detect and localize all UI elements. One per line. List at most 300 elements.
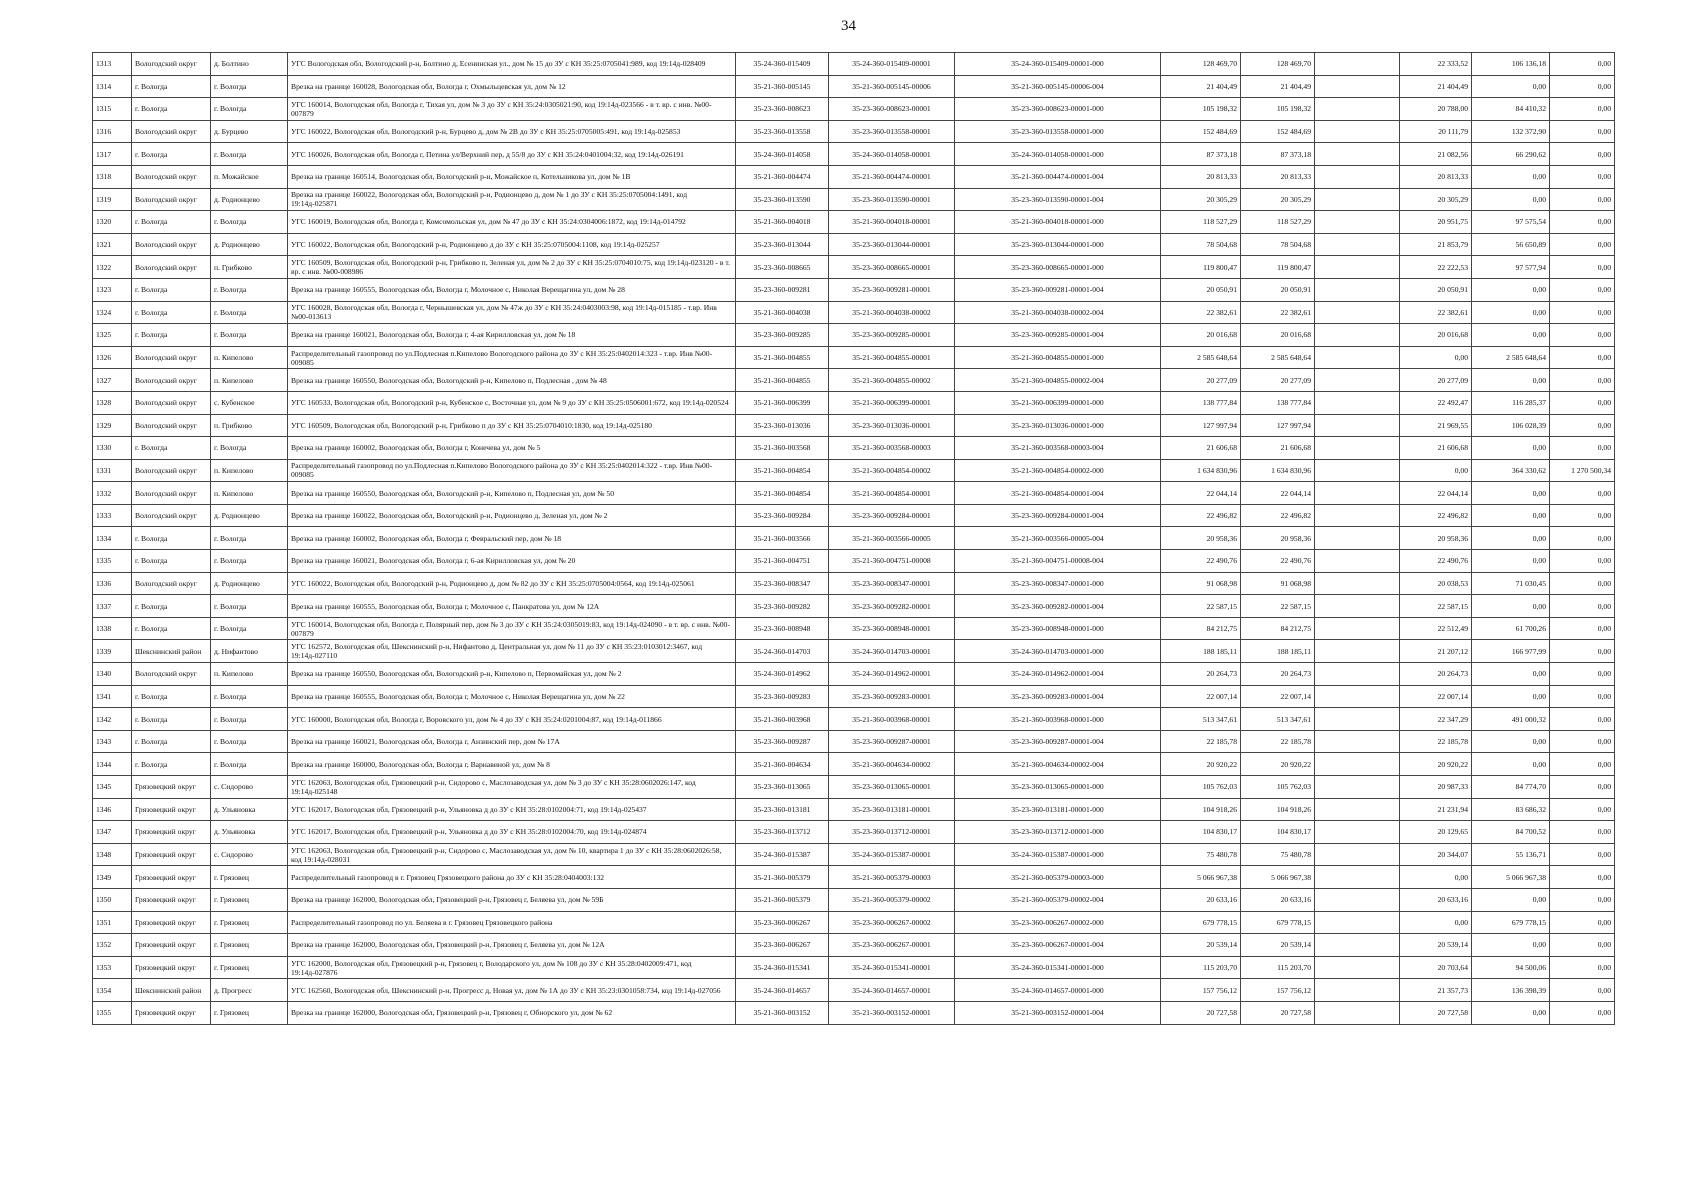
cell-total-cost: 22 185,78 [1161, 730, 1241, 753]
cell-cost-value: 22 382,61 [1241, 301, 1315, 324]
cell-empty-column [1315, 120, 1400, 143]
cell-object-description: УГС Вологодская обл, Вологодский р-н, Болтино д, Есенинская ул., дом № 15 до ЗУ с КН 35:25:0705041:989, код 19:14д-028409 [288, 53, 736, 76]
cell-amount-3: 0,00 [1550, 730, 1615, 753]
cell-settlement: г. Вологда [211, 527, 288, 550]
cell-total-cost: 104 918,26 [1161, 798, 1241, 821]
cell-amount-2: 0,00 [1472, 278, 1550, 301]
table-row [93, 843, 1615, 866]
cell-amount-1: 20 277,09 [1400, 369, 1472, 392]
cell-subobject-code: 35-23-360-013558-00001-000 [955, 120, 1161, 143]
cell-empty-column [1315, 324, 1400, 347]
cell-object-description: УГС 162572, Вологодская обл, Шекснинский р-н, Нифантово д, Центральная ул, дом № 11 до ЗУ с КН 35:23:0103012:3467, код 19:14д-027110 [288, 640, 736, 663]
table-row [93, 821, 1615, 844]
cell-object-description: Врезка на границе 162000, Вологодская обл, Грязовецкий р-н, Грязовец г, Беляева ул, дом № 12А [288, 934, 736, 957]
cell-amount-3: 0,00 [1550, 482, 1615, 505]
cell-cost-value: 105 198,32 [1241, 98, 1315, 121]
cell-total-cost: 105 762,03 [1161, 776, 1241, 799]
cell-row-number: 1316 [93, 120, 132, 143]
cell-district: Вологодский округ [132, 369, 211, 392]
cell-subobject-code: 35-21-360-005145-00006-004 [955, 75, 1161, 98]
cell-total-cost: 20 633,16 [1161, 888, 1241, 911]
cell-empty-column [1315, 663, 1400, 686]
cell-empty-column [1315, 165, 1400, 188]
cell-empty-column [1315, 482, 1400, 505]
cell-empty-column [1315, 911, 1400, 934]
cell-settlement: д. Ульяновка [211, 821, 288, 844]
cell-amount-1: 21 969,55 [1400, 414, 1472, 437]
cell-subobject-code: 35-21-360-004038-00002-004 [955, 301, 1161, 324]
table-row [93, 1001, 1615, 1024]
cell-inventory-code: 35-21-360-004751 [736, 550, 829, 573]
cell-subobject-code: 35-23-360-009285-00001-004 [955, 324, 1161, 347]
cell-object-description: Врезка на границе 160000, Вологодская обл, Вологда г, Варнавиной ул, дом № 8 [288, 753, 736, 776]
cell-object-description: Распределительный газопровод по ул. Беляева в г. Грязовец Грязовецкого района [288, 911, 736, 934]
cell-district: г. Вологда [132, 278, 211, 301]
cell-district: г. Вологда [132, 211, 211, 234]
cell-subobject-code: 35-24-360-015341-00001-000 [955, 956, 1161, 979]
cell-empty-column [1315, 934, 1400, 957]
cell-settlement: д. Родионцево [211, 188, 288, 211]
cell-district: г. Вологда [132, 527, 211, 550]
cell-row-number: 1328 [93, 391, 132, 414]
cell-object-description: УГС 160022, Вологодская обл, Вологодский р-н, Бурцево д, дом № 2В до ЗУ с КН 35:25:0705005:491, код 19:14д-025853 [288, 120, 736, 143]
cell-object-code: 35-21-360-004854-00001 [829, 482, 955, 505]
cell-cost-value: 22 587,15 [1241, 595, 1315, 618]
cell-object-code: 35-24-360-014703-00001 [829, 640, 955, 663]
cell-inventory-code: 35-21-360-004634 [736, 753, 829, 776]
cell-cost-value: 78 504,68 [1241, 233, 1315, 256]
cell-district: Вологодский округ [132, 53, 211, 76]
cell-object-code: 35-23-360-009281-00001 [829, 278, 955, 301]
cell-settlement: д. Родионцево [211, 504, 288, 527]
cell-amount-2: 84 410,32 [1472, 98, 1550, 121]
cell-subobject-code: 35-23-360-006267-00001-004 [955, 934, 1161, 957]
cell-district: г. Вологда [132, 730, 211, 753]
cell-district: Грязовецкий округ [132, 934, 211, 957]
cell-row-number: 1321 [93, 233, 132, 256]
table-row [93, 165, 1615, 188]
cell-settlement: г. Вологда [211, 301, 288, 324]
table-row [93, 776, 1615, 799]
cell-subobject-code: 35-21-360-004018-00001-000 [955, 211, 1161, 234]
cell-amount-3: 0,00 [1550, 708, 1615, 731]
cell-settlement: г. Вологда [211, 708, 288, 731]
cell-settlement: д. Ульяновка [211, 798, 288, 821]
cell-amount-1: 22 185,78 [1400, 730, 1472, 753]
cell-settlement: г. Грязовец [211, 956, 288, 979]
cell-amount-3: 0,00 [1550, 527, 1615, 550]
cell-subobject-code: 35-23-360-013044-00001-000 [955, 233, 1161, 256]
cell-district: г. Вологда [132, 617, 211, 640]
cell-district: Шекснинский район [132, 640, 211, 663]
cell-cost-value: 21 606,68 [1241, 437, 1315, 460]
cell-district: Вологодский округ [132, 346, 211, 369]
cell-object-code: 35-23-360-008948-00001 [829, 617, 955, 640]
cell-amount-3: 0,00 [1550, 188, 1615, 211]
cell-cost-value: 152 484,69 [1241, 120, 1315, 143]
cell-subobject-code: 35-21-360-005379-00003-000 [955, 866, 1161, 889]
cell-object-description: УГС 160028, Вологодская обл, Вологда г, Чернышевская ул, дом № 47ж до ЗУ с КН 35:24:0403003:98, код 19:14д-015185 - т.вр. Инв №00-013613 [288, 301, 736, 324]
cell-inventory-code: 35-21-360-003152 [736, 1001, 829, 1024]
cell-row-number: 1331 [93, 459, 132, 482]
cell-amount-1: 20 264,73 [1400, 663, 1472, 686]
cell-object-code: 35-21-360-005379-00003 [829, 866, 955, 889]
cell-object-code: 35-24-360-015341-00001 [829, 956, 955, 979]
cell-amount-2: 0,00 [1472, 75, 1550, 98]
cell-amount-2: 116 285,37 [1472, 391, 1550, 414]
cell-object-code: 35-21-360-003568-00003 [829, 437, 955, 460]
cell-amount-1: 0,00 [1400, 346, 1472, 369]
cell-empty-column [1315, 504, 1400, 527]
table-row [93, 550, 1615, 573]
cell-total-cost: 22 382,61 [1161, 301, 1241, 324]
cell-empty-column [1315, 776, 1400, 799]
cell-amount-1: 20 016,68 [1400, 324, 1472, 347]
cell-object-code: 35-23-360-009285-00001 [829, 324, 955, 347]
cell-object-code: 35-24-360-015409-00001 [829, 53, 955, 76]
table-row [93, 98, 1615, 121]
table-row [93, 143, 1615, 166]
table-row [93, 663, 1615, 686]
cell-amount-2: 0,00 [1472, 188, 1550, 211]
cell-amount-2: 0,00 [1472, 165, 1550, 188]
cell-object-code: 35-21-360-004854-00002 [829, 459, 955, 482]
cell-amount-1: 22 382,61 [1400, 301, 1472, 324]
cell-amount-3: 0,00 [1550, 53, 1615, 76]
cell-subobject-code: 35-21-360-004474-00001-004 [955, 165, 1161, 188]
cell-amount-3: 0,00 [1550, 98, 1615, 121]
cell-object-code: 35-23-360-013065-00001 [829, 776, 955, 799]
cell-district: г. Вологда [132, 753, 211, 776]
cell-subobject-code: 35-23-360-008623-00001-000 [955, 98, 1161, 121]
cell-object-description: УГС 160022, Вологодская обл, Вологодский р-н, Родионцево д до ЗУ с КН 35:25:0705004:1108, код 19:14д-025257 [288, 233, 736, 256]
table-row [93, 572, 1615, 595]
cell-amount-3: 0,00 [1550, 956, 1615, 979]
cell-inventory-code: 35-23-360-009284 [736, 504, 829, 527]
cell-settlement: г. Вологда [211, 211, 288, 234]
cell-amount-2: 94 500,06 [1472, 956, 1550, 979]
cell-cost-value: 22 490,76 [1241, 550, 1315, 573]
cell-subobject-code: 35-21-360-005379-00002-004 [955, 888, 1161, 911]
cell-object-description: Врезка на границе 160002, Вологодская обл, Вологда г, Конечева ул, дом № 5 [288, 437, 736, 460]
cell-cost-value: 84 212,75 [1241, 617, 1315, 640]
cell-amount-1: 21 231,94 [1400, 798, 1472, 821]
cell-inventory-code: 35-21-360-004474 [736, 165, 829, 188]
cell-total-cost: 128 469,70 [1161, 53, 1241, 76]
cell-row-number: 1345 [93, 776, 132, 799]
cell-amount-3: 0,00 [1550, 211, 1615, 234]
cell-total-cost: 78 504,68 [1161, 233, 1241, 256]
cell-cost-value: 188 185,11 [1241, 640, 1315, 663]
cell-object-code: 35-23-360-008347-00001 [829, 572, 955, 595]
cell-inventory-code: 35-23-360-009283 [736, 685, 829, 708]
cell-settlement: г. Вологда [211, 753, 288, 776]
cell-object-description: Врезка на границе 160022, Вологодская обл, Вологодский р-н, Родионцево д, дом № 1 до ЗУ с КН 35:25:0705004:1491, код 19:14д-025871 [288, 188, 736, 211]
cell-empty-column [1315, 233, 1400, 256]
cell-object-description: Врезка на границе 160555, Вологодская обл, Вологда г, Молочное с, Николая Верещагина ул, дом № 22 [288, 685, 736, 708]
cell-amount-3: 0,00 [1550, 911, 1615, 934]
cell-subobject-code: 35-23-360-013065-00001-000 [955, 776, 1161, 799]
cell-inventory-code: 35-23-360-009287 [736, 730, 829, 753]
cell-inventory-code: 35-23-360-013712 [736, 821, 829, 844]
cell-settlement: д. Бурцево [211, 120, 288, 143]
table-row [93, 391, 1615, 414]
cell-empty-column [1315, 391, 1400, 414]
cell-inventory-code: 35-23-360-009281 [736, 278, 829, 301]
cell-amount-3: 0,00 [1550, 821, 1615, 844]
cell-inventory-code: 35-21-360-003968 [736, 708, 829, 731]
cell-settlement: д. Прогресс [211, 979, 288, 1002]
cell-total-cost: 22 490,76 [1161, 550, 1241, 573]
cell-object-code: 35-23-360-013590-00001 [829, 188, 955, 211]
cell-object-code: 35-23-360-009283-00001 [829, 685, 955, 708]
cell-amount-1: 20 987,33 [1400, 776, 1472, 799]
cell-object-code: 35-21-360-005379-00002 [829, 888, 955, 911]
cell-subobject-code: 35-24-360-014703-00001-000 [955, 640, 1161, 663]
cell-object-description: Врезка на границе 162000, Вологодская обл, Грязовецкий р-н, Грязовец г, Обнорского ул, дом № 62 [288, 1001, 736, 1024]
cell-cost-value: 75 480,78 [1241, 843, 1315, 866]
cell-amount-2: 0,00 [1472, 369, 1550, 392]
cell-amount-3: 0,00 [1550, 685, 1615, 708]
cell-total-cost: 104 830,17 [1161, 821, 1241, 844]
cell-object-description: Врезка на границе 160021, Вологодская обл, Вологда г, 6-ая Кирилловская ул, дом № 20 [288, 550, 736, 573]
cell-settlement: г. Грязовец [211, 1001, 288, 1024]
cell-row-number: 1333 [93, 504, 132, 527]
cell-subobject-code: 35-21-360-003152-00001-004 [955, 1001, 1161, 1024]
cell-empty-column [1315, 866, 1400, 889]
cell-row-number: 1324 [93, 301, 132, 324]
cell-object-description: УГС 160014, Вологодская обл, Вологда г, Полярный пер, дом № 3 до ЗУ с КН 35:24:0305019:83, код 19:14д-024090 - в т. вр. с инв. №00-007879 [288, 617, 736, 640]
cell-cost-value: 127 997,94 [1241, 414, 1315, 437]
cell-empty-column [1315, 75, 1400, 98]
cell-inventory-code: 35-21-360-004854 [736, 482, 829, 505]
cell-object-code: 35-24-360-014962-00001 [829, 663, 955, 686]
cell-amount-3: 0,00 [1550, 324, 1615, 347]
cell-empty-column [1315, 278, 1400, 301]
cell-amount-2: 5 066 967,38 [1472, 866, 1550, 889]
cell-row-number: 1346 [93, 798, 132, 821]
cell-empty-column [1315, 369, 1400, 392]
cell-settlement: г. Вологда [211, 75, 288, 98]
cell-subobject-code: 35-21-360-003968-00001-000 [955, 708, 1161, 731]
cell-cost-value: 20 539,14 [1241, 934, 1315, 957]
cell-cost-value: 118 527,29 [1241, 211, 1315, 234]
cell-settlement: г. Вологда [211, 437, 288, 460]
cell-inventory-code: 35-21-360-003566 [736, 527, 829, 550]
cell-inventory-code: 35-21-360-003568 [736, 437, 829, 460]
cell-inventory-code: 35-21-360-004018 [736, 211, 829, 234]
cell-settlement: г. Грязовец [211, 888, 288, 911]
table-row [93, 798, 1615, 821]
cell-district: г. Вологда [132, 143, 211, 166]
cell-inventory-code: 35-21-360-005145 [736, 75, 829, 98]
cell-cost-value: 20 727,58 [1241, 1001, 1315, 1024]
registry-table-body [93, 53, 1615, 1025]
table-row [93, 233, 1615, 256]
cell-total-cost: 152 484,69 [1161, 120, 1241, 143]
cell-total-cost: 21 404,49 [1161, 75, 1241, 98]
cell-amount-3: 0,00 [1550, 550, 1615, 573]
cell-settlement: с. Сидорово [211, 776, 288, 799]
cell-object-description: УГС 160014, Вологодская обл, Вологда г, Тихая ул, дом № 3 до ЗУ с КН 35:24:0305021:90, код 19:14д-023566 - в т. вр. с инв. №00-007879 [288, 98, 736, 121]
cell-amount-3: 0,00 [1550, 233, 1615, 256]
cell-district: г. Вологда [132, 595, 211, 618]
cell-total-cost: 118 527,29 [1161, 211, 1241, 234]
cell-cost-value: 2 585 648,64 [1241, 346, 1315, 369]
cell-total-cost: 138 777,84 [1161, 391, 1241, 414]
cell-row-number: 1319 [93, 188, 132, 211]
cell-amount-1: 20 958,36 [1400, 527, 1472, 550]
cell-total-cost: 22 044,14 [1161, 482, 1241, 505]
cell-amount-1: 0,00 [1400, 459, 1472, 482]
cell-settlement: п. Кипелово [211, 459, 288, 482]
cell-settlement: г. Вологда [211, 143, 288, 166]
cell-total-cost: 20 958,36 [1161, 527, 1241, 550]
cell-subobject-code: 35-24-360-015387-00001-000 [955, 843, 1161, 866]
cell-object-code: 35-21-360-004634-00002 [829, 753, 955, 776]
cell-district: Вологодский округ [132, 459, 211, 482]
cell-subobject-code: 35-21-360-004751-00008-004 [955, 550, 1161, 573]
cell-amount-2: 97 577,94 [1472, 256, 1550, 279]
cell-amount-3: 0,00 [1550, 798, 1615, 821]
cell-inventory-code: 35-23-360-008948 [736, 617, 829, 640]
cell-empty-column [1315, 979, 1400, 1002]
cell-cost-value: 138 777,84 [1241, 391, 1315, 414]
cell-object-code: 35-23-360-009282-00001 [829, 595, 955, 618]
cell-amount-1: 20 539,14 [1400, 934, 1472, 957]
cell-empty-column [1315, 437, 1400, 460]
cell-empty-column [1315, 753, 1400, 776]
cell-amount-2: 56 650,89 [1472, 233, 1550, 256]
cell-inventory-code: 35-23-360-013590 [736, 188, 829, 211]
cell-amount-1: 21 606,68 [1400, 437, 1472, 460]
cell-object-description: Врезка на границе 160555, Вологодская обл, Вологда г, Молочное с, Панкратова ул, дом № 12А [288, 595, 736, 618]
cell-district: Вологодский округ [132, 414, 211, 437]
cell-amount-1: 20 920,22 [1400, 753, 1472, 776]
cell-subobject-code: 35-24-360-014962-00001-004 [955, 663, 1161, 686]
cell-total-cost: 87 373,18 [1161, 143, 1241, 166]
cell-amount-1: 20 951,75 [1400, 211, 1472, 234]
cell-district: Шекснинский район [132, 979, 211, 1002]
cell-total-cost: 105 198,32 [1161, 98, 1241, 121]
cell-object-code: 35-24-360-014657-00001 [829, 979, 955, 1002]
cell-settlement: п. Кипелово [211, 346, 288, 369]
cell-amount-2: 0,00 [1472, 550, 1550, 573]
cell-amount-3: 0,00 [1550, 165, 1615, 188]
cell-row-number: 1330 [93, 437, 132, 460]
cell-district: г. Вологда [132, 75, 211, 98]
cell-inventory-code: 35-24-360-014962 [736, 663, 829, 686]
cell-total-cost: 22 496,82 [1161, 504, 1241, 527]
cell-total-cost: 119 800,47 [1161, 256, 1241, 279]
cell-district: Вологодский округ [132, 256, 211, 279]
cell-amount-3: 0,00 [1550, 256, 1615, 279]
cell-amount-2: 84 700,52 [1472, 821, 1550, 844]
cell-empty-column [1315, 798, 1400, 821]
cell-amount-2: 0,00 [1472, 1001, 1550, 1024]
cell-settlement: д. Родионцево [211, 233, 288, 256]
cell-amount-2: 61 700,26 [1472, 617, 1550, 640]
table-row [93, 211, 1615, 234]
cell-district: г. Вологда [132, 685, 211, 708]
table-row [93, 911, 1615, 934]
cell-empty-column [1315, 888, 1400, 911]
cell-empty-column [1315, 188, 1400, 211]
cell-cost-value: 513 347,61 [1241, 708, 1315, 731]
cell-settlement: п. Кипелово [211, 482, 288, 505]
table-row [93, 120, 1615, 143]
cell-object-code: 35-21-360-005145-00006 [829, 75, 955, 98]
cell-inventory-code: 35-24-360-014058 [736, 143, 829, 166]
cell-total-cost: 20 264,73 [1161, 663, 1241, 686]
cell-amount-2: 71 030,45 [1472, 572, 1550, 595]
cell-amount-2: 0,00 [1472, 753, 1550, 776]
cell-cost-value: 1 634 830,96 [1241, 459, 1315, 482]
cell-inventory-code: 35-23-360-006267 [736, 911, 829, 934]
cell-object-code: 35-21-360-003152-00001 [829, 1001, 955, 1024]
cell-cost-value: 20 920,22 [1241, 753, 1315, 776]
cell-row-number: 1338 [93, 617, 132, 640]
cell-object-description: УГС 160509, Вологодская обл, Вологодский р-н, Грибково п до ЗУ с КН 35:25:0704010:1830, код 19:14д-025180 [288, 414, 736, 437]
cell-amount-2: 136 398,39 [1472, 979, 1550, 1002]
cell-total-cost: 91 068,98 [1161, 572, 1241, 595]
cell-row-number: 1354 [93, 979, 132, 1002]
cell-empty-column [1315, 53, 1400, 76]
cell-total-cost: 22 587,15 [1161, 595, 1241, 618]
cell-settlement: г. Вологда [211, 98, 288, 121]
cell-subobject-code: 35-23-360-006267-00002-000 [955, 911, 1161, 934]
cell-amount-2: 0,00 [1472, 934, 1550, 957]
cell-district: Вологодский округ [132, 165, 211, 188]
cell-object-code: 35-23-360-013712-00001 [829, 821, 955, 844]
cell-total-cost: 75 480,78 [1161, 843, 1241, 866]
cell-total-cost: 157 756,12 [1161, 979, 1241, 1002]
cell-cost-value: 104 918,26 [1241, 798, 1315, 821]
cell-object-code: 35-23-360-013181-00001 [829, 798, 955, 821]
cell-amount-1: 22 044,14 [1400, 482, 1472, 505]
cell-district: Вологодский округ [132, 233, 211, 256]
cell-cost-value: 20 277,09 [1241, 369, 1315, 392]
cell-amount-2: 679 778,15 [1472, 911, 1550, 934]
cell-amount-3: 0,00 [1550, 437, 1615, 460]
cell-total-cost: 20 539,14 [1161, 934, 1241, 957]
cell-amount-3: 0,00 [1550, 776, 1615, 799]
cell-inventory-code: 35-23-360-008665 [736, 256, 829, 279]
cell-amount-1: 21 082,56 [1400, 143, 1472, 166]
cell-empty-column [1315, 572, 1400, 595]
cell-subobject-code: 35-24-360-014657-00001-000 [955, 979, 1161, 1002]
cell-subobject-code: 35-23-360-008347-00001-000 [955, 572, 1161, 595]
cell-object-description: Распределительный газопровод по ул.Подлесная п.Кипелово Вологодского района до ЗУ с КН 35:25:0402014:322 - т.вр. Инв №00-009085 [288, 459, 736, 482]
cell-amount-3: 0,00 [1550, 369, 1615, 392]
cell-total-cost: 20 016,68 [1161, 324, 1241, 347]
cell-empty-column [1315, 211, 1400, 234]
cell-subobject-code: 35-23-360-008665-00001-000 [955, 256, 1161, 279]
cell-settlement: с. Кубенское [211, 391, 288, 414]
cell-object-code: 35-23-360-009284-00001 [829, 504, 955, 527]
cell-subobject-code: 35-21-360-004855-00002-004 [955, 369, 1161, 392]
cell-cost-value: 20 016,68 [1241, 324, 1315, 347]
cell-cost-value: 157 756,12 [1241, 979, 1315, 1002]
table-row [93, 527, 1615, 550]
cell-object-code: 35-23-360-008665-00001 [829, 256, 955, 279]
cell-settlement: г. Вологда [211, 278, 288, 301]
cell-total-cost: 21 606,68 [1161, 437, 1241, 460]
cell-subobject-code: 35-23-360-009282-00001-004 [955, 595, 1161, 618]
table-row [93, 414, 1615, 437]
cell-amount-3: 0,00 [1550, 346, 1615, 369]
cell-total-cost: 20 277,09 [1161, 369, 1241, 392]
